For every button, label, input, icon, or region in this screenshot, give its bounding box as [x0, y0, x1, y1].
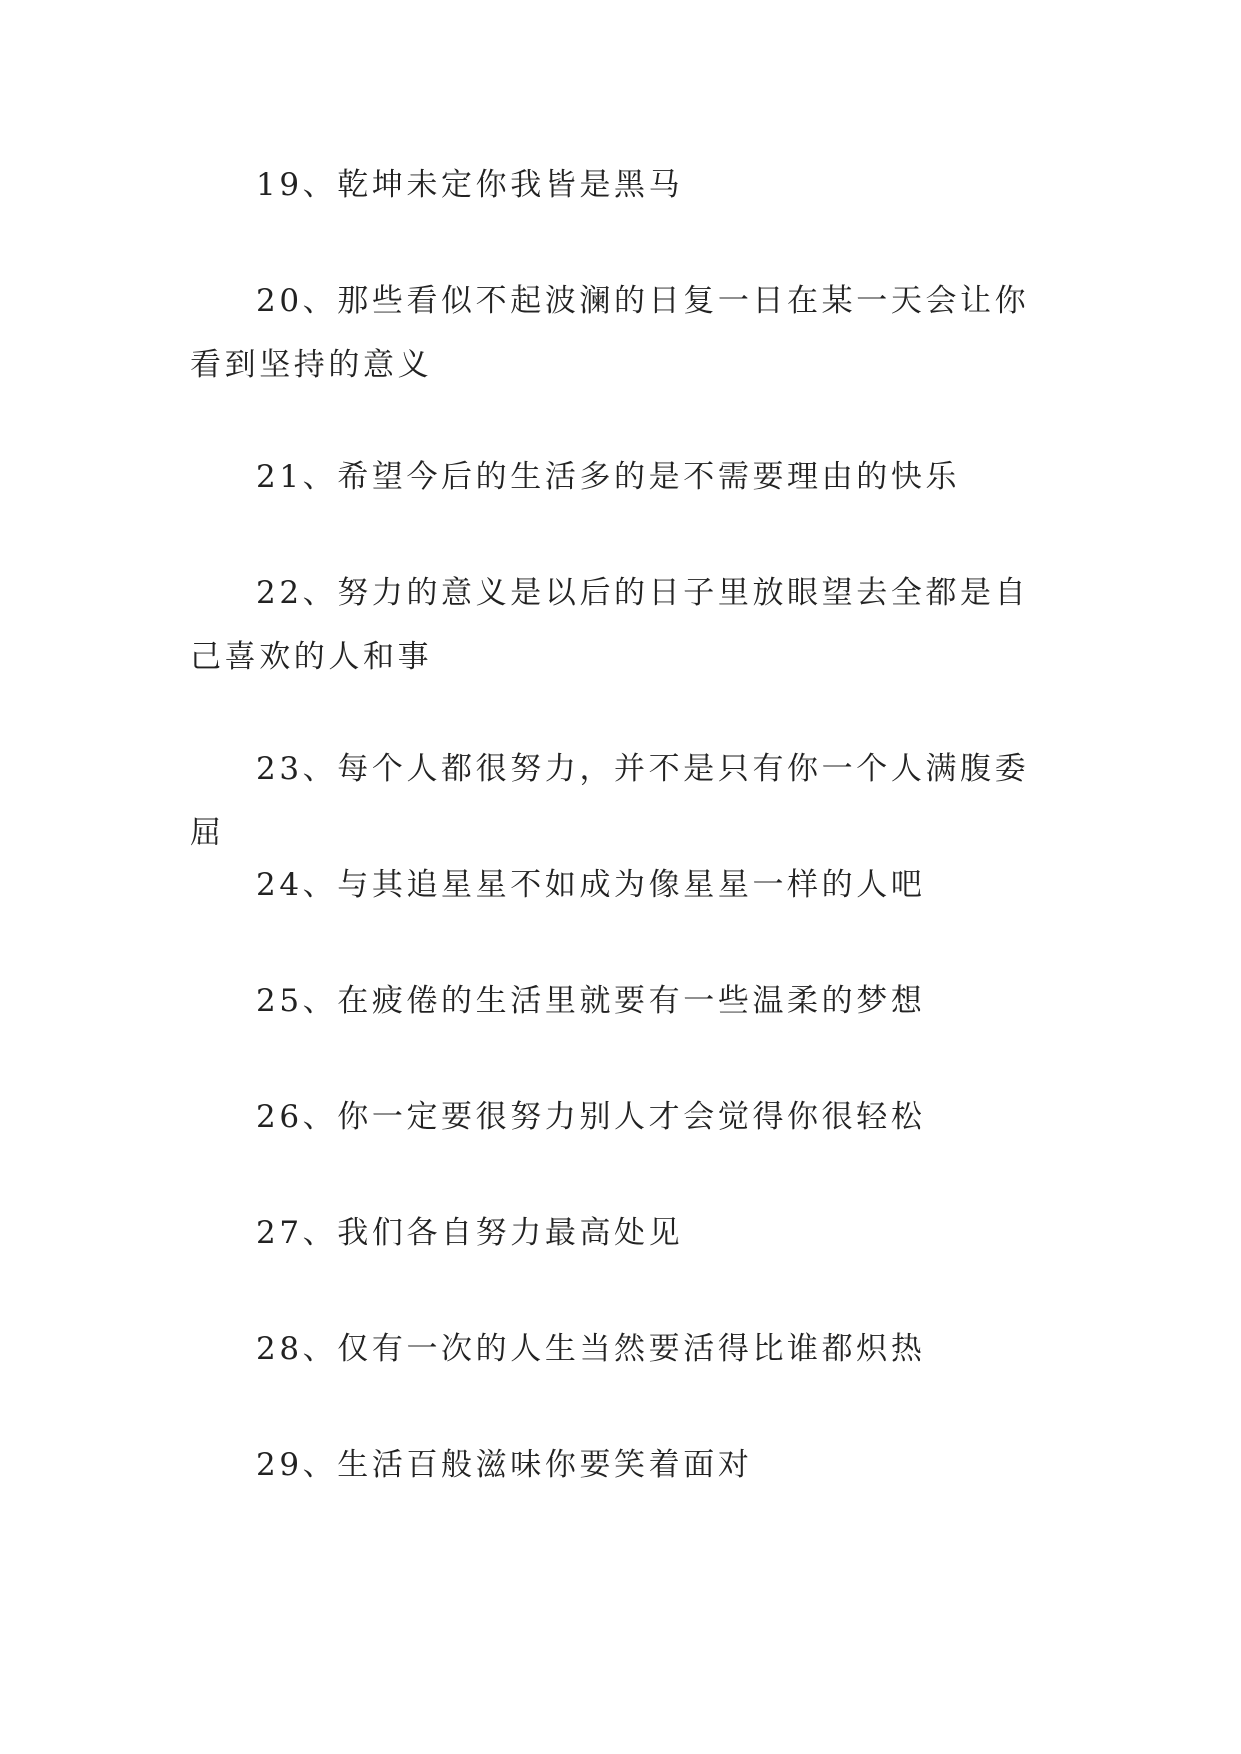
paragraph-24: 24、与其追星星不如成为像星星一样的人吧 [256, 867, 926, 903]
paragraph-21: 21、希望今后的生活多的是不需要理由的快乐 [256, 459, 961, 495]
paragraph-25: 25、在疲倦的生活里就要有一些温柔的梦想 [256, 983, 926, 1019]
paragraph-27: 27、我们各自努力最高处见 [256, 1215, 684, 1251]
paragraph-23: 23、每个人都很努力，并不是只有你一个人满腹委屈 [190, 751, 1030, 851]
paragraph-20: 20、那些看似不起波澜的日复一日在某一天会让你看到坚持的意义 [190, 283, 1030, 383]
paragraph-19: 19、乾坤未定你我皆是黑马 [256, 167, 684, 203]
paragraph-28: 28、仅有一次的人生当然要活得比谁都炽热 [256, 1331, 926, 1367]
paragraph-22: 22、努力的意义是以后的日子里放眼望去全都是自己喜欢的人和事 [190, 575, 1030, 675]
paragraph-29: 29、生活百般滋味你要笑着面对 [256, 1447, 753, 1483]
paragraph-26: 26、你一定要很努力别人才会觉得你很轻松 [256, 1099, 926, 1135]
